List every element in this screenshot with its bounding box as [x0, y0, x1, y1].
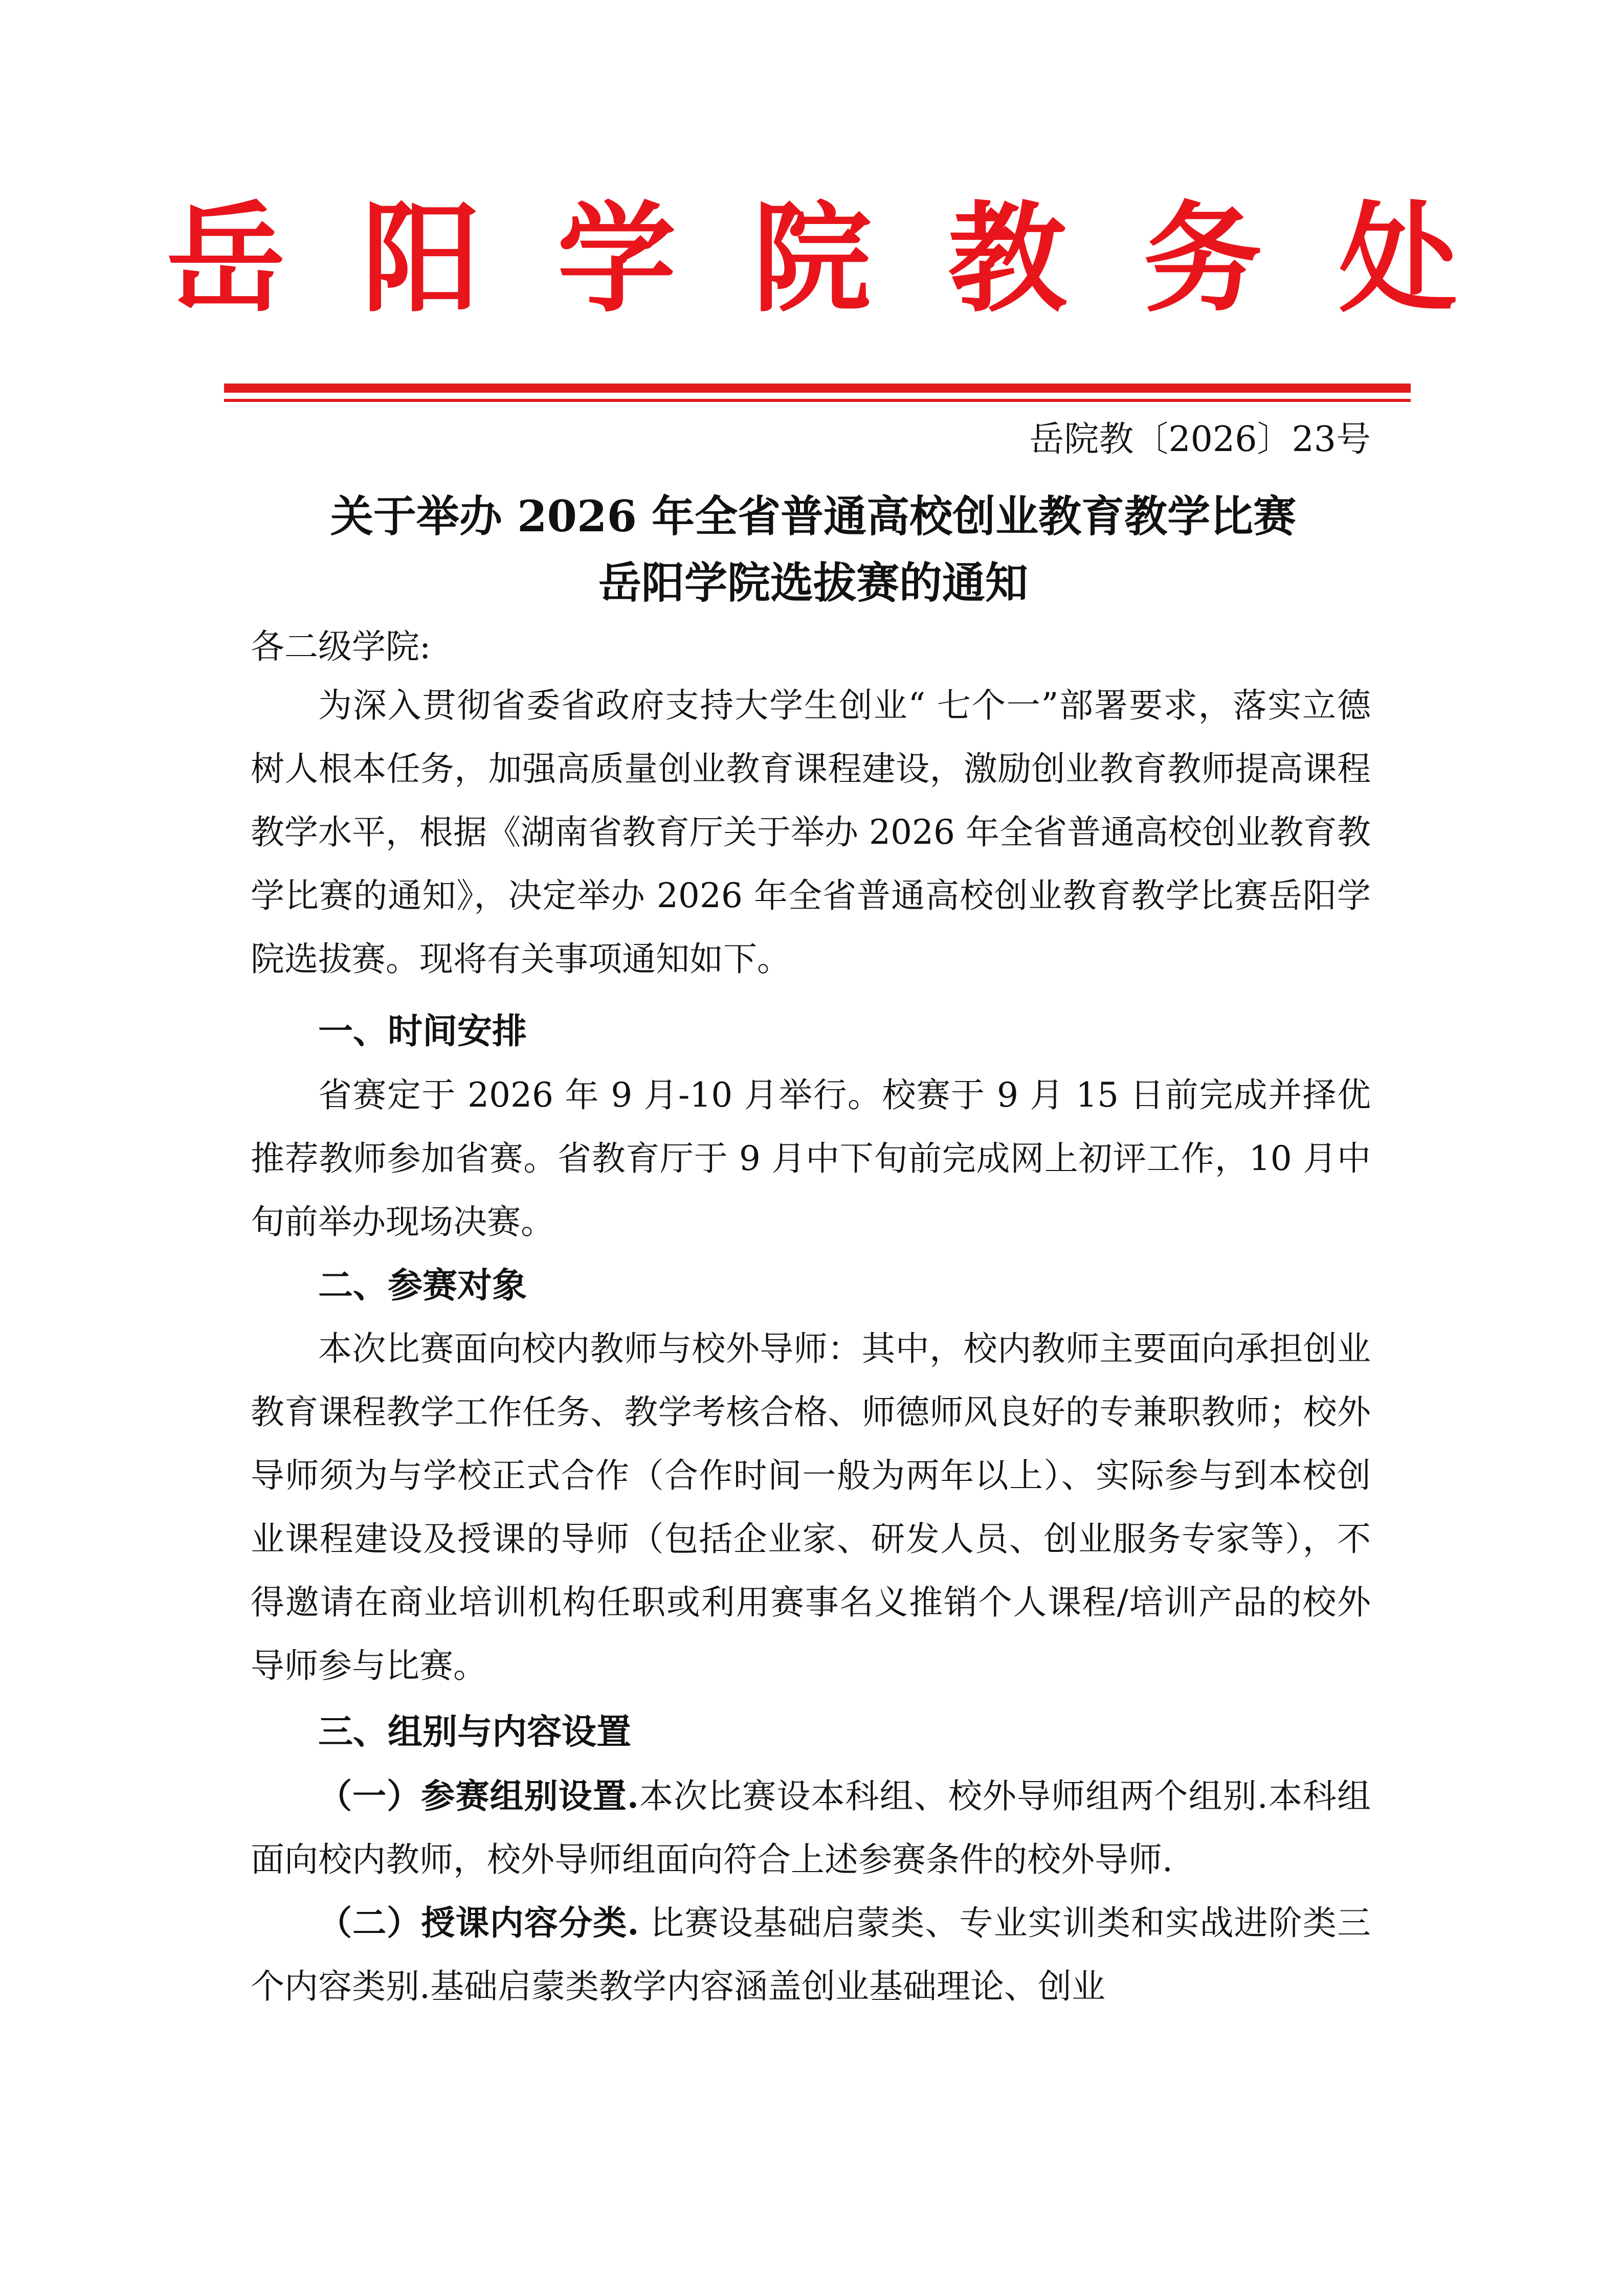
group-paragraph [251, 1764, 1371, 1892]
red-header-rule-thin [224, 399, 1411, 402]
target-paragraph: 本次比赛面向校内教师与校外导师：其中，校内教师主要面向承担创业教育课程教学工作任务、教学考核合格、师德师风良好的专兼职教师；校外导师须为与学校正式合作（合作时间一般为两年以上）、实际参与到本校创业课程建设及授课的导师（包括企业家、研发人员、创业服务专家等），不得邀请在商业培训机构任职或利用赛事名义推销个人课程/培训产品的校外导师参与比赛。 [251, 1329, 1371, 1685]
document-title-line-2: 岳阳学院选拔赛的通知 [598, 557, 1028, 608]
group-subheading: （一）参赛组别设置. [318, 1776, 639, 1816]
salutation: 各二级学院: [251, 627, 431, 666]
group-body: 本次比赛设本科组、校外导师组两个组别.本科组面向校内教师，校外导师组面向符合上述参赛条件的校外导师. [251, 1776, 1371, 1879]
section-heading-target: 二、参赛对象 [318, 1265, 527, 1306]
intro-paragraph: 为深入贯彻省委省政府支持大学生创业“ 七个一”部署要求，落实立德树人根本任务，加强高质量创业教育课程建设，激励创业教育教师提高课程教学水平，根据《湖南省教育厅关于举办 2026 年全省普通高校创业教育教学比赛的通知》，决定举办 2026 年全省普通高校创业教育教学比赛岳阳学院选拔赛。现将有关事项通知如下。 [251, 686, 1371, 979]
issuer-masthead: 岳阳学院教务处 [166, 189, 1534, 328]
document-title-line-1: 关于举办 2026 年全省普通高校创业教育教学比赛 [330, 491, 1297, 542]
red-header-rule [224, 384, 1411, 393]
section-heading-time: 一、时间安排 [318, 1011, 527, 1052]
content-subheading: （二）授课内容分类. [318, 1903, 639, 1943]
section-heading-groups: 三、组别与内容设置 [318, 1712, 632, 1752]
time-paragraph: 省赛定于 2026 年 9 月-10 月举行。校赛于 9 月 15 日前完成并择优推荐教师参加省赛。省教育厅于 9 月中下旬前完成网上初评工作，10 月中旬前举办现场决赛。 [251, 1075, 1371, 1242]
document-number: 岳院教〔2026〕23号 [1029, 419, 1371, 460]
content-body: 比赛设基础启蒙类、专业实训类和实战进阶类三个内容类别.基础启蒙类教学内容涵盖创业基础理论、创业 [251, 1903, 1371, 2006]
content-paragraph [251, 1891, 1371, 2018]
